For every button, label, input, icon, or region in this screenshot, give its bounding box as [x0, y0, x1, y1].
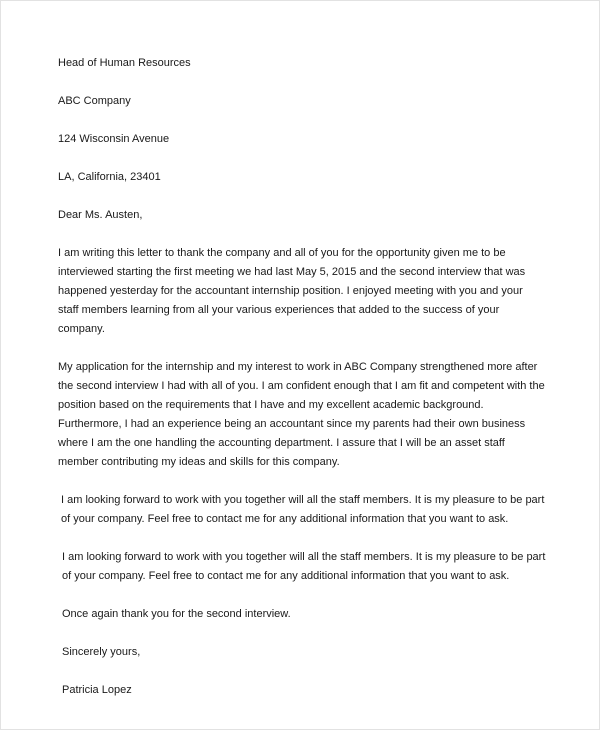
closing-line: Sincerely yours,	[62, 646, 141, 658]
body-paragraph-4: I am looking forward to work with you together will all the staff members. It is my pleasure to be part of your company. Feel free to contact me for any additional information that you want to ask.	[62, 551, 546, 582]
recipient-street: 124 Wisconsin Avenue	[58, 133, 170, 145]
salutation: Dear Ms. Austen,	[58, 209, 143, 221]
recipient-company: ABC Company	[58, 95, 131, 107]
recipient-city-state-zip: LA, California, 23401	[58, 171, 161, 183]
signature-name: Patricia Lopez	[62, 684, 132, 696]
body-paragraph-2: My application for the internship and my interest to work in ABC Company strengthened more after the second interview I had with all of you. I am confident enough that I am fit and competent with the position based on the requirements that I have and my excellent academic background. Furthermore, I had an experience being an accountant since my parents had their own business where I am the one handling the accounting department. I assure that I will be an asset staff member contributing my ideas and skills for this company.	[58, 361, 545, 468]
body-paragraph-5: Once again thank you for the second interview.	[62, 608, 291, 620]
recipient-title: Head of Human Resources	[58, 57, 191, 69]
letter-body	[58, 54, 546, 700]
body-paragraph-3: I am looking forward to work with you together will all the staff members. It is my pleasure to be part of your company. Feel free to contact me for any additional information that you want to ask.	[61, 494, 545, 525]
body-paragraph-1: I am writing this letter to thank the company and all of you for the opportunity given me to be interviewed starting the first meeting we had last May 5, 2015 and the second interview that was happened yesterday for the accountant internship position. I enjoyed meeting with you and your staff members learning from all your various experiences that added to the success of your company.	[58, 247, 526, 335]
